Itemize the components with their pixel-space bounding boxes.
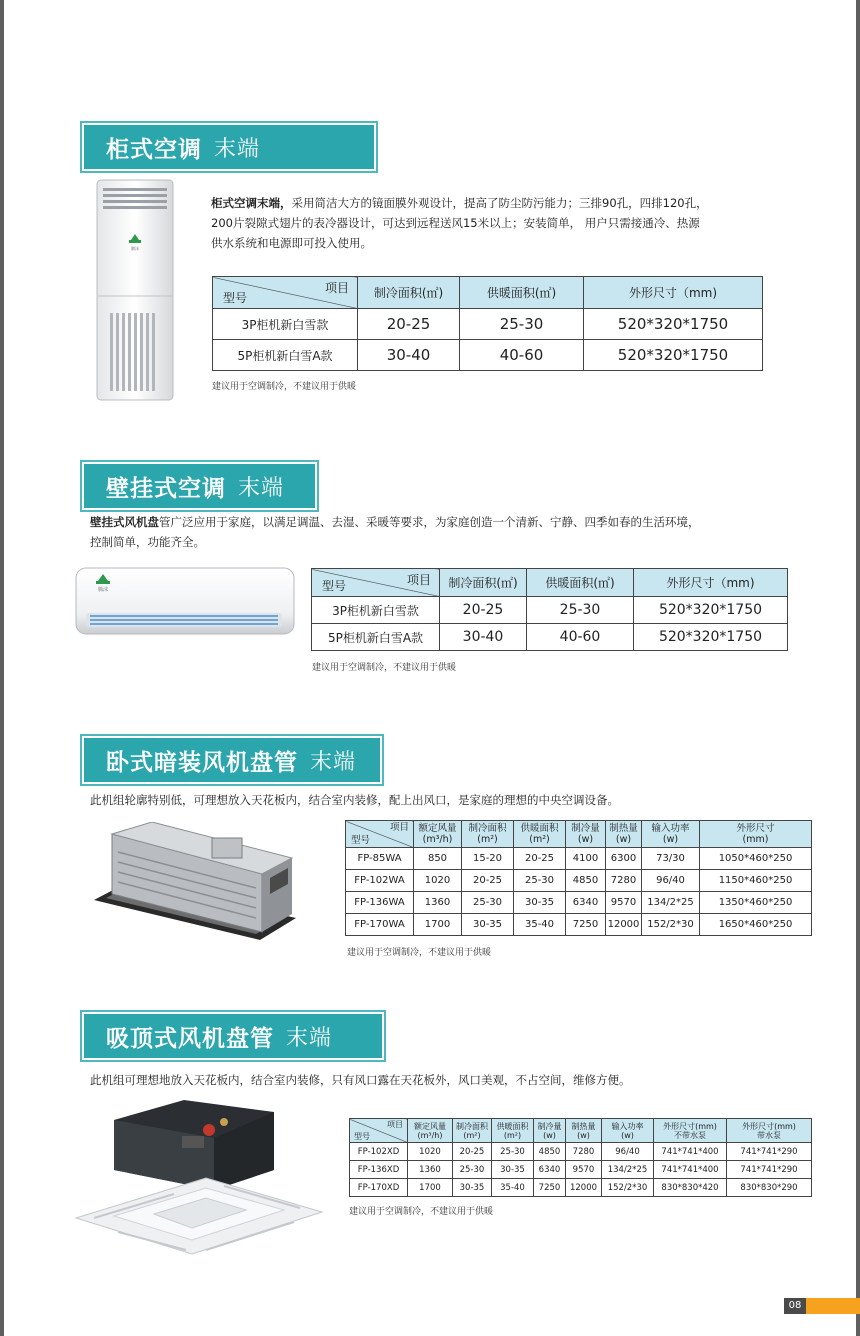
table-row: FP-136XD 1360 25-30 30-35 6340 9570 134/2*25 741*741*400 741*741*290: [350, 1161, 812, 1179]
column-header: 制热量 (w): [606, 821, 642, 848]
desc-line: 采用简洁大方的镜面膜外观设计，提高了防尘防污能力；三排90孔，四排120孔，: [291, 196, 708, 210]
table-corner-header: 项目 型号: [213, 277, 358, 309]
desc-lead: 柜式空调末端，: [211, 196, 292, 210]
column-header: 外形尺寸(mm) 带水泵: [727, 1119, 812, 1143]
column-header: 供暖面积 (m²): [514, 821, 566, 848]
cabinet-ac-image: [94, 178, 176, 402]
column-header: 制冷量 (w): [534, 1119, 566, 1143]
column-header: 额定风量 (m³/h): [408, 1119, 453, 1143]
section-banner-cabinet: [82, 123, 376, 171]
table-row: 5P柜机新白雪A款 30-40 40-60 520*320*1750: [213, 340, 763, 371]
banner-title: 柜式空调: [106, 136, 202, 163]
column-header: 制冷面积 (m²): [453, 1119, 492, 1143]
table-corner-header: 项目 型号: [312, 569, 440, 597]
banner-title: 吸顶式风机盘管: [106, 1025, 274, 1052]
banner-title: 壁挂式空调: [106, 475, 226, 502]
banner-title: 卧式暗装风机盘管: [106, 749, 298, 776]
spec-table-wall: [311, 568, 788, 651]
column-header: 供暖面积(㎡): [527, 569, 634, 597]
banner-subtitle: 末端: [238, 475, 285, 501]
page-number: 08: [784, 1298, 806, 1314]
spec-table-cassette: [349, 1118, 812, 1197]
section-banner-wall: [82, 462, 317, 510]
section-banner-ducted: [82, 736, 382, 784]
banner-subtitle: 末端: [286, 1025, 333, 1051]
cassette-fcu-image: [74, 1100, 324, 1256]
column-header: 供暖面积(㎡): [460, 277, 584, 309]
table-row: FP-170WA 1700 30-35 35-40 7250 12000 152/2*30 1650*460*250: [346, 914, 812, 936]
spec-table-ducted: [345, 820, 812, 936]
table-row: FP-136WA 1360 25-30 30-35 6340 9570 134/2*25 1350*460*250: [346, 892, 812, 914]
column-header: 制冷面积(㎡): [440, 569, 527, 597]
wall-ac-image: [74, 565, 296, 639]
table-row: 3P柜机新白雪款 20-25 25-30 520*320*1750: [213, 309, 763, 340]
desc-line: 供水系统和电源即可投入使用。: [211, 236, 372, 250]
svg-text:腾沫: 腾沫: [131, 246, 139, 251]
column-header: 外形尺寸（mm): [584, 277, 763, 309]
section-banner-cassette: [82, 1012, 384, 1060]
spec-table-cabinet: [212, 276, 763, 371]
section-description: 此机组可理想地放入天花板内，结合室内装修，只有风口露在天花板外，风口美观，不占空间，维修方便。: [90, 1073, 631, 1087]
banner-subtitle: 末端: [214, 136, 261, 162]
table-corner-header: 项目 型号: [350, 1119, 408, 1143]
table-row: FP-170XD 1700 30-35 35-40 7250 12000 152/2*30 830*830*420 830*830*290: [350, 1179, 812, 1197]
usage-note: 建议用于空调制冷，不建议用于供暖: [212, 382, 357, 392]
column-header: 供暖面积 (m²): [492, 1119, 534, 1143]
column-header: 制冷面积 (m²): [462, 821, 514, 848]
ducted-fcu-image: [92, 822, 298, 952]
column-header: 外形尺寸（mm): [634, 569, 788, 597]
usage-note: 建议用于空调制冷，不建议用于供暖: [312, 663, 457, 673]
column-header: 制冷量 (w): [566, 821, 606, 848]
column-header: 输入功率 (w): [642, 821, 700, 848]
column-header: 外形尺寸 (mm): [700, 821, 812, 848]
desc-lead: 壁挂式风机盘: [90, 515, 159, 529]
table-row: 5P柜机新白雪A款 30-40 40-60 520*320*1750: [312, 624, 788, 651]
page-number-tab: [784, 1298, 860, 1314]
table-row: FP-85WA 850 15-20 20-25 4100 6300 73/30 1050*460*250: [346, 848, 812, 870]
desc-line: 控制简单，功能齐全。: [90, 535, 205, 549]
column-header: 制热量 (w): [566, 1119, 602, 1143]
desc-line: 管广泛应用于家庭，以满足调温、去湿、采暖等要求，为家庭创造一个清新、宁静、四季如春的生活环境，: [159, 515, 700, 529]
section-description: [211, 193, 771, 253]
usage-note: 建议用于空调制冷，不建议用于供暖: [347, 948, 492, 958]
banner-subtitle: 末端: [310, 749, 357, 775]
table-row: FP-102XD 1020 20-25 25-30 4850 7280 96/40 741*741*400 741*741*290: [350, 1143, 812, 1161]
column-header: 额定风量 (m³/h): [414, 821, 462, 848]
section-description: [90, 512, 790, 552]
table-row: 3P柜机新白雪款 20-25 25-30 520*320*1750: [312, 597, 788, 624]
column-header: 外形尺寸(mm) 不带水泵: [654, 1119, 727, 1143]
table-corner-header: 项目 型号: [346, 821, 414, 848]
svg-text:腾沫: 腾沫: [97, 587, 109, 593]
table-row: FP-102WA 1020 20-25 25-30 4850 7280 96/40 1150*460*250: [346, 870, 812, 892]
section-description: 此机组轮廓特别低，可理想放入天花板内，结合室内装修，配上出风口，是家庭的理想的中央空调设备。: [90, 793, 619, 807]
usage-note: 建议用于空调制冷，不建议用于供暖: [349, 1207, 494, 1217]
column-header: 制冷面积(㎡): [358, 277, 460, 309]
desc-line: 200片裂隙式翅片的表冷器设计，可达到远程送风15米以上；安装简单， 用户只需接通冷、热源: [211, 216, 700, 230]
column-header: 输入功率 (w): [602, 1119, 654, 1143]
